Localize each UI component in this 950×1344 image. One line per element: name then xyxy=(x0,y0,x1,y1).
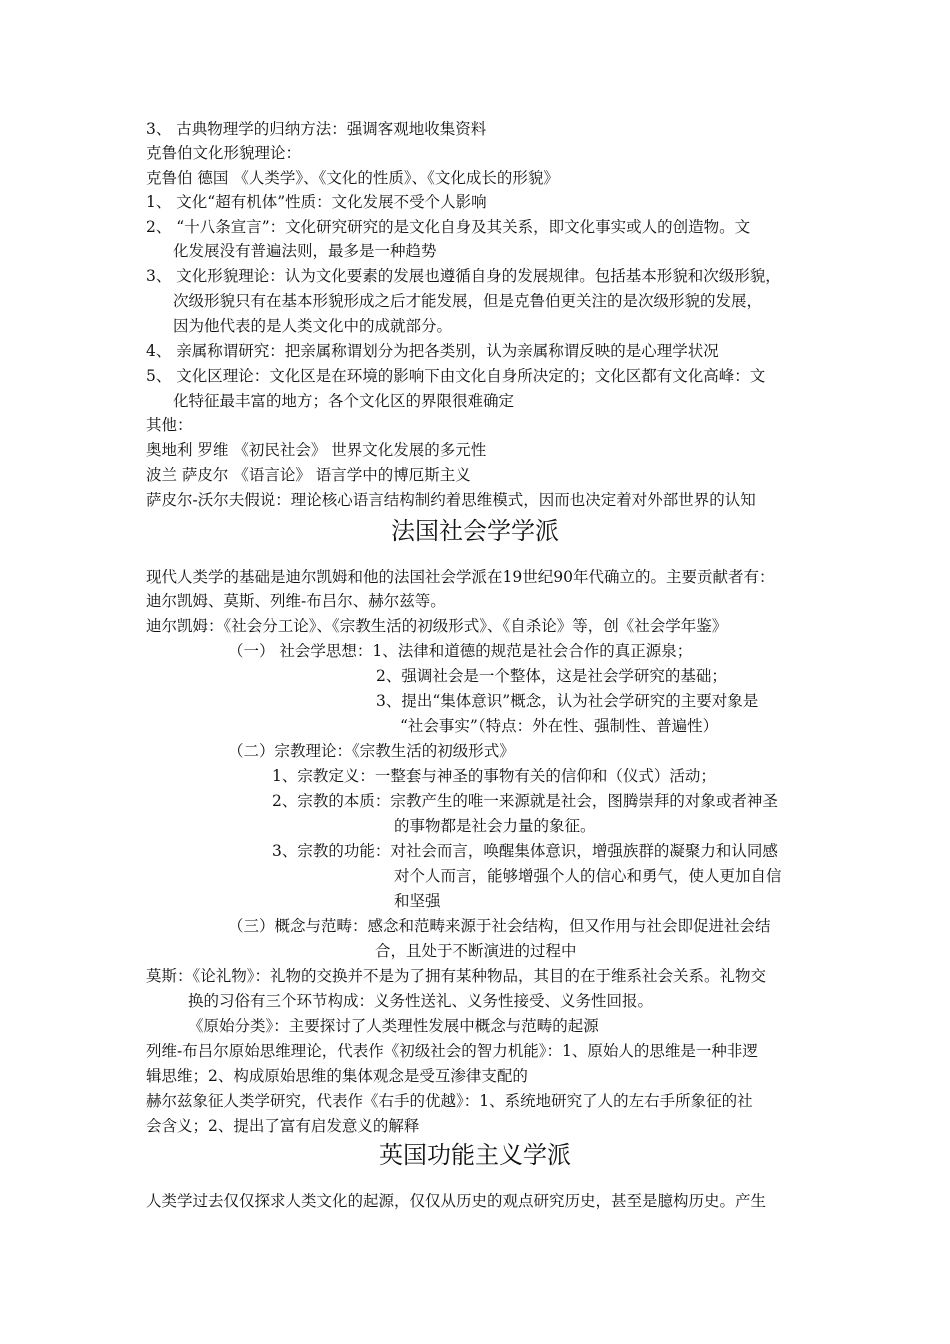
text-line: 合，且处于不断演进的过程中 xyxy=(375,942,577,960)
text-line: 和坚强 xyxy=(394,892,441,910)
text-line: 克鲁伯 德国 《人类学》、《文化的性质》、《文化成长的形貌》 xyxy=(146,169,559,187)
text-line: （二）宗教理论：《宗教生活的初级形式》 xyxy=(228,742,515,760)
text-line: 《原始分类》：主要探讨了人类理性发展中概念与范畴的起源 xyxy=(188,1017,599,1035)
text-line: 迪尔凯姆、莫斯、列维-布吕尔、赫尔兹等。 xyxy=(146,592,446,610)
list-item-continuation: 次级形貌只有在基本形貌形成之后才能发展，但是克鲁伯更关注的是次级形貌的发展， xyxy=(173,292,763,310)
text-line: 辑思维；2、构成原始思维的集体观念是受互渗律支配的 xyxy=(146,1067,528,1085)
text-line: 会含义；2、提出了富有启发意义的解释 xyxy=(146,1117,420,1135)
text-line: 迪尔凯姆：《社会分工论》、《宗教生活的初级形式》、《自杀论》等，创《社会学年鉴》 xyxy=(146,617,728,635)
text-line: 其他： xyxy=(146,416,193,434)
text-line: 现代人类学的基础是迪尔凯姆和他的法国社会学派在19世纪90年代确立的。主要贡献者有： xyxy=(146,568,775,586)
text-line: 对个人而言，能够增强个人的信心和勇气，使人更加自信 xyxy=(394,867,782,885)
text-line: 萨皮尔-沃尔夫假说：理论核心语言结构制约着思维模式，因而也决定着对外部世界的认知 xyxy=(146,491,756,509)
text-line: “社会事实”（特点：外在性、强制性、普遍性） xyxy=(400,717,719,735)
text-line: 2、强调社会是一个整体，这是社会学研究的基础； xyxy=(376,667,727,685)
text-line: （一） 社会学思想：1、法律和道德的规范是社会合作的真正源泉； xyxy=(228,642,693,660)
list-item: 5、 文化区理论：文化区是在环境的影响下由文化自身所决定的；文化区都有文化高峰：文 xyxy=(146,367,766,385)
text-line: 2、宗教的本质：宗教产生的唯一来源就是社会，图腾崇拜的对象或者神圣 xyxy=(272,792,778,810)
text-line: 人类学过去仅仅探求人类文化的起源，仅仅从历史的观点研究历史，甚至是臆构历史。产生 xyxy=(146,1192,767,1210)
text-line: 3、宗教的功能：对社会而言，唤醒集体意识，增强族群的凝聚力和认同感 xyxy=(272,842,778,860)
text-line: 3、 古典物理学的归纳方法：强调客观地收集资料 xyxy=(146,120,487,138)
list-item: 4、 亲属称谓研究：把亲属称谓划分为把各类别，认为亲属称谓反映的是心理学状况 xyxy=(146,342,719,360)
list-item-continuation: 因为他代表的是人类文化中的成就部分。 xyxy=(173,317,453,335)
text-line: 1、宗教定义：一整套与神圣的事物有关的信仰和（仪式）活动； xyxy=(272,767,716,785)
text-line: 3、提出“集体意识”概念，认为社会学研究的主要对象是 xyxy=(376,692,759,710)
section-heading: 法国社会学学派 xyxy=(391,517,559,545)
list-item: 2、 “十八条宣言”：文化研究研究的是文化自身及其关系，即文化事实或人的创造物。文 xyxy=(146,218,751,236)
text-line: 赫尔兹象征人类学研究，代表作《右手的优越》：1、系统地研究了人的左右手所象征的社 xyxy=(146,1092,753,1110)
list-item: 1、 文化“超有机体”性质：文化发展不受个人影响 xyxy=(146,193,487,211)
list-item-continuation: 化特征最丰富的地方；各个文化区的界限很难确定 xyxy=(173,392,515,410)
text-line: 换的习俗有三个环节构成：义务性送礼、义务性接受、义务性回报。 xyxy=(188,992,654,1010)
list-item: 3、 文化形貌理论：认为文化要素的发展也遵循自身的发展规律。包括基本形貌和次级形貌， xyxy=(146,267,781,285)
section-heading: 英国功能主义学派 xyxy=(379,1141,571,1169)
text-line: 的事物都是社会力量的象征。 xyxy=(394,817,596,835)
text-line: 莫斯：《论礼物》：礼物的交换并不是为了拥有某种物品，其目的在于维系社会关系。礼物交 xyxy=(146,967,767,985)
text-line: 克鲁伯文化形貌理论： xyxy=(146,144,302,162)
text-line: 波兰 萨皮尔 《语言论》 语言学中的博厄斯主义 xyxy=(146,466,471,484)
text-line: （三）概念与范畴：感念和范畴来源于社会结构，但又作用与社会即促进社会结 xyxy=(228,917,771,935)
text-line: 奥地利 罗维 《初民社会》 世界文化发展的多元性 xyxy=(146,441,487,459)
list-item-continuation: 化发展没有普遍法则，最多是一种趋势 xyxy=(173,242,437,260)
text-line: 列维-布吕尔原始思维理论，代表作《初级社会的智力机能》：1、原始人的思维是一种非逻 xyxy=(146,1042,758,1060)
